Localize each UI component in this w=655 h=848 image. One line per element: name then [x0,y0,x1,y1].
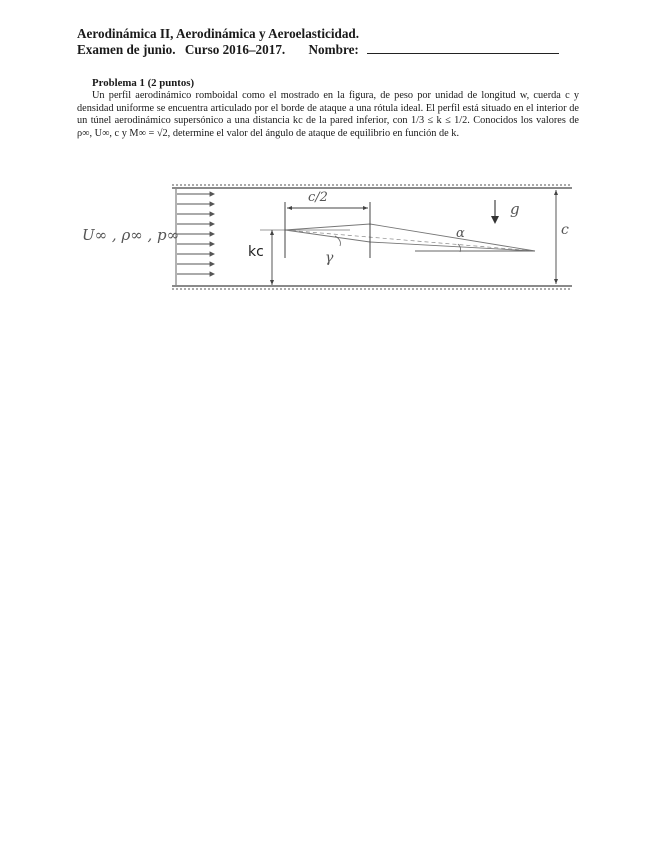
exam-header [77,26,597,58]
course-title: Aerodinámica II, Aerodinámica y Aeroelasticidad. [77,26,360,41]
name-field[interactable] [367,42,559,54]
exam-session: Examen de junio. [77,42,176,57]
problem-statement: Un perfil aerodinámico romboidal como el mostrado en la figura, de peso por unidad de longitud w, cuerda c y densidad uniforme se encuentra articulado por el borde de ataque a una rótula ideal. El perfil está situado en el interior de un túnel aerodinámico supersónico a una distancia kc de la pared inferior, con 1/3 ≤ k ≤ 1/2. Conocidos los valores de ρ∞, U∞, c y M∞ = √2, determine el valor del ángulo de ataque de equilibrio en función de k. [77,90,579,139]
wind-tunnel-figure [80,172,580,304]
problem-1 [77,77,579,140]
airfoil-rhombus [285,224,535,251]
freestream-label: U∞ , ρ∞ , p∞ [82,226,180,244]
gravity-label: g [510,200,520,218]
course-year: Curso 2016–2017. [184,42,286,57]
half-chord-label: c/2 [308,190,328,205]
problem-title: Problema 1 (2 puntos) [92,77,195,89]
chord-line [285,230,535,251]
inflow-arrows [176,189,214,285]
name-label: Nombre: [308,42,359,57]
height-label: c [561,222,569,238]
alpha-label: α [456,226,465,241]
kc-label: kc [248,244,264,260]
gamma-label: γ [325,250,334,266]
exam-info-line [77,42,597,58]
